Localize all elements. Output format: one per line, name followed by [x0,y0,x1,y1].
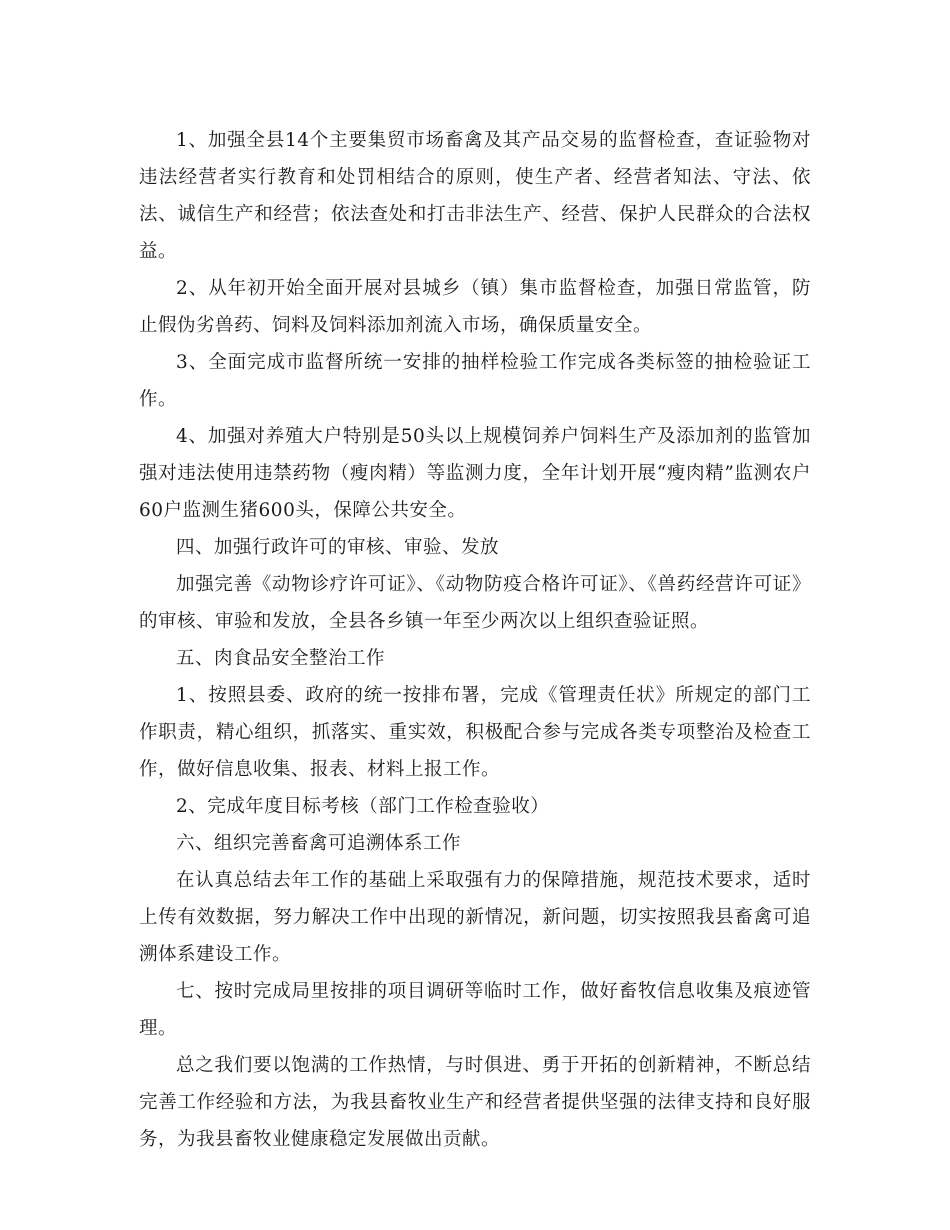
document-body [139,122,811,1158]
paragraph-7: 2、完成年度目标考核（部门工作检查验收） [176,796,550,817]
section-heading-4: 四、加强行政许可的审核、审验、发放 [176,537,500,558]
section-heading-6: 六、组织完善畜禽可追溯体系工作 [176,833,462,854]
paragraph-1: 1、加强全县14个主要集贸市场畜禽及其产品交易的监督检查，查证验物对违法经营者实行教育和处罚相结合的原则，使生产者、经营者知法、守法、依法、诚信生产和经营；依法查处和打击非法生产、经营、保护人民群众的合法权益。 [139,130,811,262]
paragraph-10: 总之我们要以饱满的工作热情，与时俱进、勇于开拓的创新精神，不断总结完善工作经验和方法，为我县畜牧业生产和经营者提供坚强的法律支持和良好服务，为我县畜牧业健康稳定发展做出贡献。 [139,1055,811,1150]
paragraph-9: 七、按时完成局里按排的项目调研等临时工作，做好畜牧信息收集及痕迹管理。 [139,981,811,1039]
paragraph-3: 3、全面完成市监督所统一安排的抽样检验工作完成各类标签的抽检验证工作。 [139,352,811,410]
paragraph-2: 2、从年初开始全面开展对县城乡（镇）集市监督检查，加强日常监管，防止假伪劣兽药、饲料及饲料添加剂流入市场，确保质量安全。 [139,278,811,336]
paragraph-8: 在认真总结去年工作的基础上采取强有力的保障措施，规范技术要求，适时上传有效数据，努力解决工作中出现的新情况，新问题，切实按照我县畜禽可追溯体系建设工作。 [139,870,811,965]
paragraph-6: 1、按照县委、政府的统一按排布署，完成《管理责任状》所规定的部门工作职责，精心组织，抓落实、重实效，积极配合参与完成各类专项整治及检查工作，做好信息收集、报表、材料上报工作。 [139,685,811,780]
section-heading-5: 五、肉食品安全整治工作 [176,648,386,669]
paragraph-5: 加强完善《动物诊疗许可证》、《动物防疫合格许可证》、《兽药经营许可证》的审核、审验和发放，全县各乡镇一年至少两次以上组织查验证照。 [139,574,811,632]
paragraph-4: 4、加强对养殖大户特别是50头以上规模饲养户饲料生产及添加剂的监管加强对违法使用违禁药物（瘦肉精）等监测力度，全年计划开展“瘦肉精”监测农户60户监测生猪600头，保障公共安全。 [139,426,811,521]
